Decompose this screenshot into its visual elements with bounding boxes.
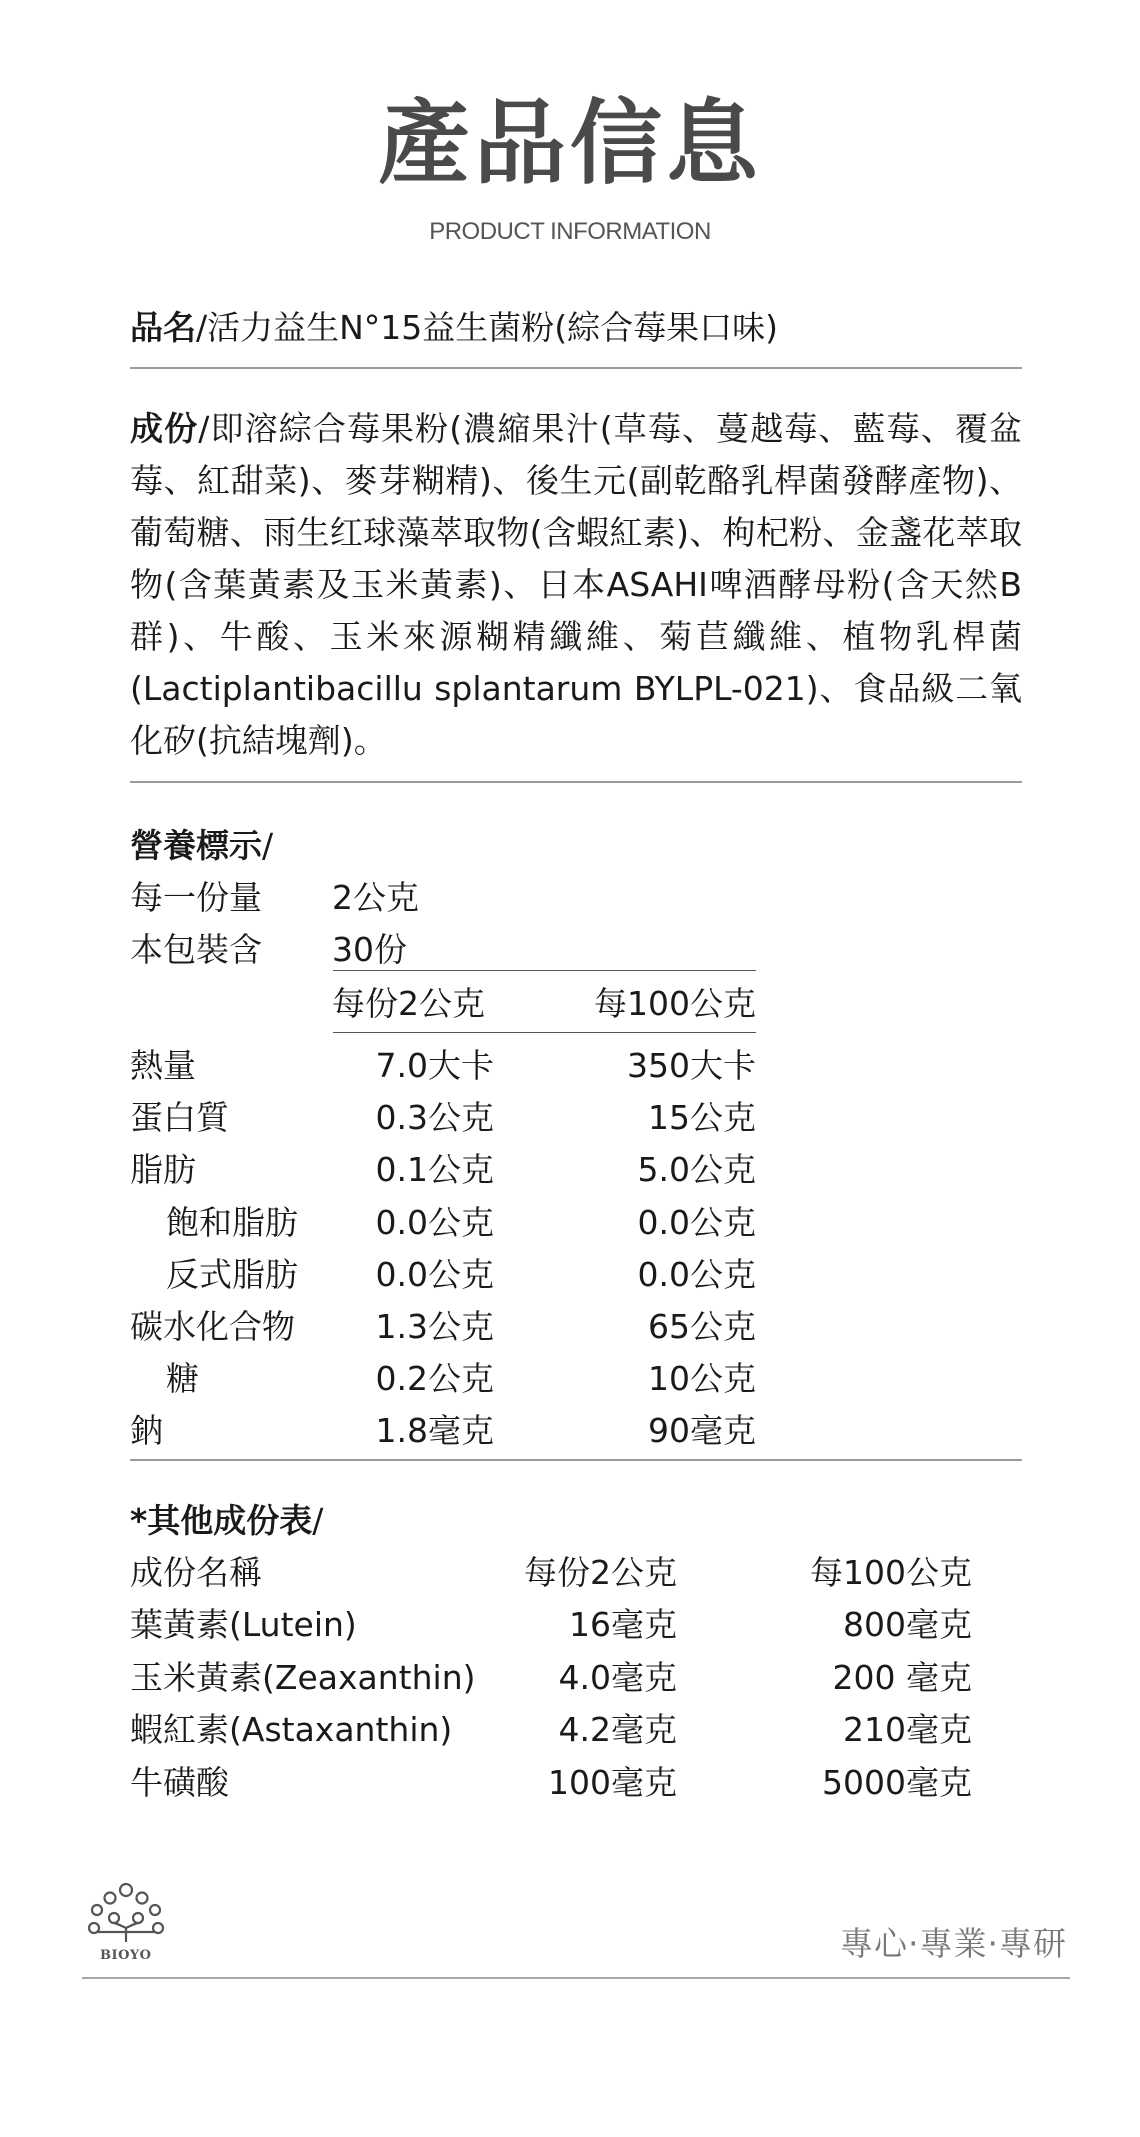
- nutrition-table-header-rule: [333, 1032, 756, 1033]
- other-row: [130, 1757, 982, 1809]
- other-col-per-100: 每100公克: [810, 1553, 972, 1592]
- col-per-serving: 每份2公克: [332, 984, 485, 1023]
- nutrient-per-serving: 1.3公克: [375, 1307, 494, 1346]
- product-name-sep: /: [196, 308, 208, 347]
- other-per-serving: 4.2毫克: [558, 1710, 677, 1749]
- other-heading: [130, 1495, 1022, 1547]
- nutrient-per-100: 10公克: [648, 1359, 756, 1399]
- nutrient-name: 糖: [166, 1359, 199, 1399]
- other-row: [130, 1652, 982, 1704]
- servings-value: 30份: [332, 930, 407, 969]
- nutrient-per-100: 15公克: [648, 1098, 756, 1138]
- nutrition-heading: [130, 820, 1022, 872]
- servings-label: 本包裝含: [130, 930, 262, 969]
- nutrition-row: [130, 1353, 756, 1405]
- nutrient-name: 飽和脂肪: [166, 1202, 298, 1242]
- other-per-100: 5000毫克: [822, 1762, 972, 1802]
- nutrition-table-top-rule: [333, 970, 756, 971]
- page-subtitle: PRODUCT INFORMATION: [429, 218, 711, 245]
- nutrition-row: [130, 1405, 756, 1457]
- other-per-100: 200 毫克: [832, 1657, 972, 1697]
- nutrient-name: 脂肪: [130, 1150, 196, 1190]
- nutrient-per-serving: 1.8毫克: [375, 1411, 494, 1451]
- other-per-100: 800毫克: [843, 1605, 972, 1644]
- nutrient-name: 反式脂肪: [166, 1254, 298, 1294]
- nutrient-per-100: 65公克: [648, 1307, 756, 1346]
- nutrition-column-header: [130, 978, 756, 1030]
- footer-divider: [82, 1977, 1070, 1979]
- nutrient-per-100: 0.0公克: [637, 1202, 756, 1242]
- nutrient-name: 蛋白質: [130, 1098, 229, 1138]
- nutrient-per-100: 0.0公克: [637, 1254, 756, 1294]
- ingredients-sep: /: [198, 409, 210, 448]
- nutrition-row: [130, 1040, 756, 1092]
- serving-size-row: [130, 872, 530, 924]
- other-per-serving: 16毫克: [569, 1605, 677, 1644]
- nutrition-sep: /: [262, 826, 274, 865]
- brand-motto: 專心·專業·專研: [840, 1924, 1067, 1963]
- page-title: 產品信息: [377, 90, 762, 197]
- nutrition-row: [130, 1301, 756, 1353]
- serving-size-value: 2公克: [332, 878, 419, 917]
- other-per-100: 210毫克: [843, 1710, 972, 1749]
- nutrient-per-serving: 0.0公克: [375, 1254, 494, 1294]
- product-name-value: 活力益生N°15益生菌粉(綜合莓果口味): [207, 308, 779, 347]
- other-per-serving: 100毫克: [548, 1762, 677, 1802]
- other-col-name: 成份名稱: [130, 1553, 262, 1592]
- nutrient-per-100: 350大卡: [627, 1046, 756, 1085]
- divider: [130, 1459, 1022, 1461]
- product-name-label: 品名: [130, 308, 196, 347]
- divider: [130, 367, 1022, 369]
- nutrition-label: 營養標示: [130, 826, 262, 865]
- nutrient-name: 熱量: [130, 1046, 196, 1085]
- ingredients-value: 即溶綜合莓果粉(濃縮果汁(草莓、蔓越莓、藍莓、覆盆莓、紅甜菜)、麥芽糊精)、後生元(副乾酪乳桿菌發酵產物)、葡萄糖、雨生红球藻萃取物(含蝦紅素)、枸杞粉、金盞花萃取物(含葉黃素及玉米黃素)、日本ASAHI啤酒酵母粉(含天然B群)、牛酸、玉米來源糊精纖維、菊苣纖維、植物乳桿菌(Lactiplantibacillu splantarum BYLPL-021)、食品級二氧化矽(抗結塊劑)。: [130, 409, 1023, 760]
- nutrition-row: [130, 1249, 756, 1301]
- other-per-serving: 4.0毫克: [558, 1657, 677, 1697]
- nutrient-per-100: 5.0公克: [637, 1150, 756, 1190]
- nutrient-per-serving: 0.3公克: [375, 1098, 494, 1138]
- ingredients: [130, 403, 1022, 767]
- serving-size-label: 每一份量: [130, 878, 262, 917]
- nutrient-per-serving: 0.1公克: [375, 1150, 494, 1190]
- nutrition-row: [130, 1144, 756, 1196]
- other-col-per-serving: 每份2公克: [524, 1553, 677, 1592]
- nutrition-row: [130, 1092, 756, 1144]
- other-ingredient-name: 牛磺酸: [130, 1762, 229, 1802]
- product-name: [130, 302, 1022, 354]
- nutrient-per-serving: 7.0大卡: [375, 1046, 494, 1085]
- brand-name: BIOYO: [100, 1948, 152, 1963]
- col-per-100: 每100公克: [594, 984, 756, 1023]
- nutrient-name: 鈉: [130, 1411, 163, 1451]
- nutrient-name: 碳水化合物: [130, 1307, 295, 1346]
- other-ingredient-name: 玉米黃素(Zeaxanthin): [130, 1657, 476, 1697]
- ingredients-label: 成份: [130, 409, 199, 448]
- nutrition-row: [130, 1197, 756, 1249]
- nutrient-per-100: 90毫克: [648, 1411, 756, 1451]
- other-row: [130, 1599, 982, 1651]
- other-label: *其他成份表: [130, 1501, 313, 1540]
- other-row: [130, 1704, 982, 1756]
- other-ingredient-name: 葉黃素(Lutein): [130, 1605, 357, 1644]
- nutrient-per-serving: 0.2公克: [375, 1359, 494, 1399]
- nutrient-per-serving: 0.0公克: [375, 1202, 494, 1242]
- other-ingredient-name: 蝦紅素(Astaxanthin): [130, 1710, 453, 1749]
- servings-row: [130, 924, 530, 976]
- other-sep: /: [312, 1501, 324, 1540]
- other-column-header: [130, 1547, 972, 1599]
- divider: [130, 781, 1022, 783]
